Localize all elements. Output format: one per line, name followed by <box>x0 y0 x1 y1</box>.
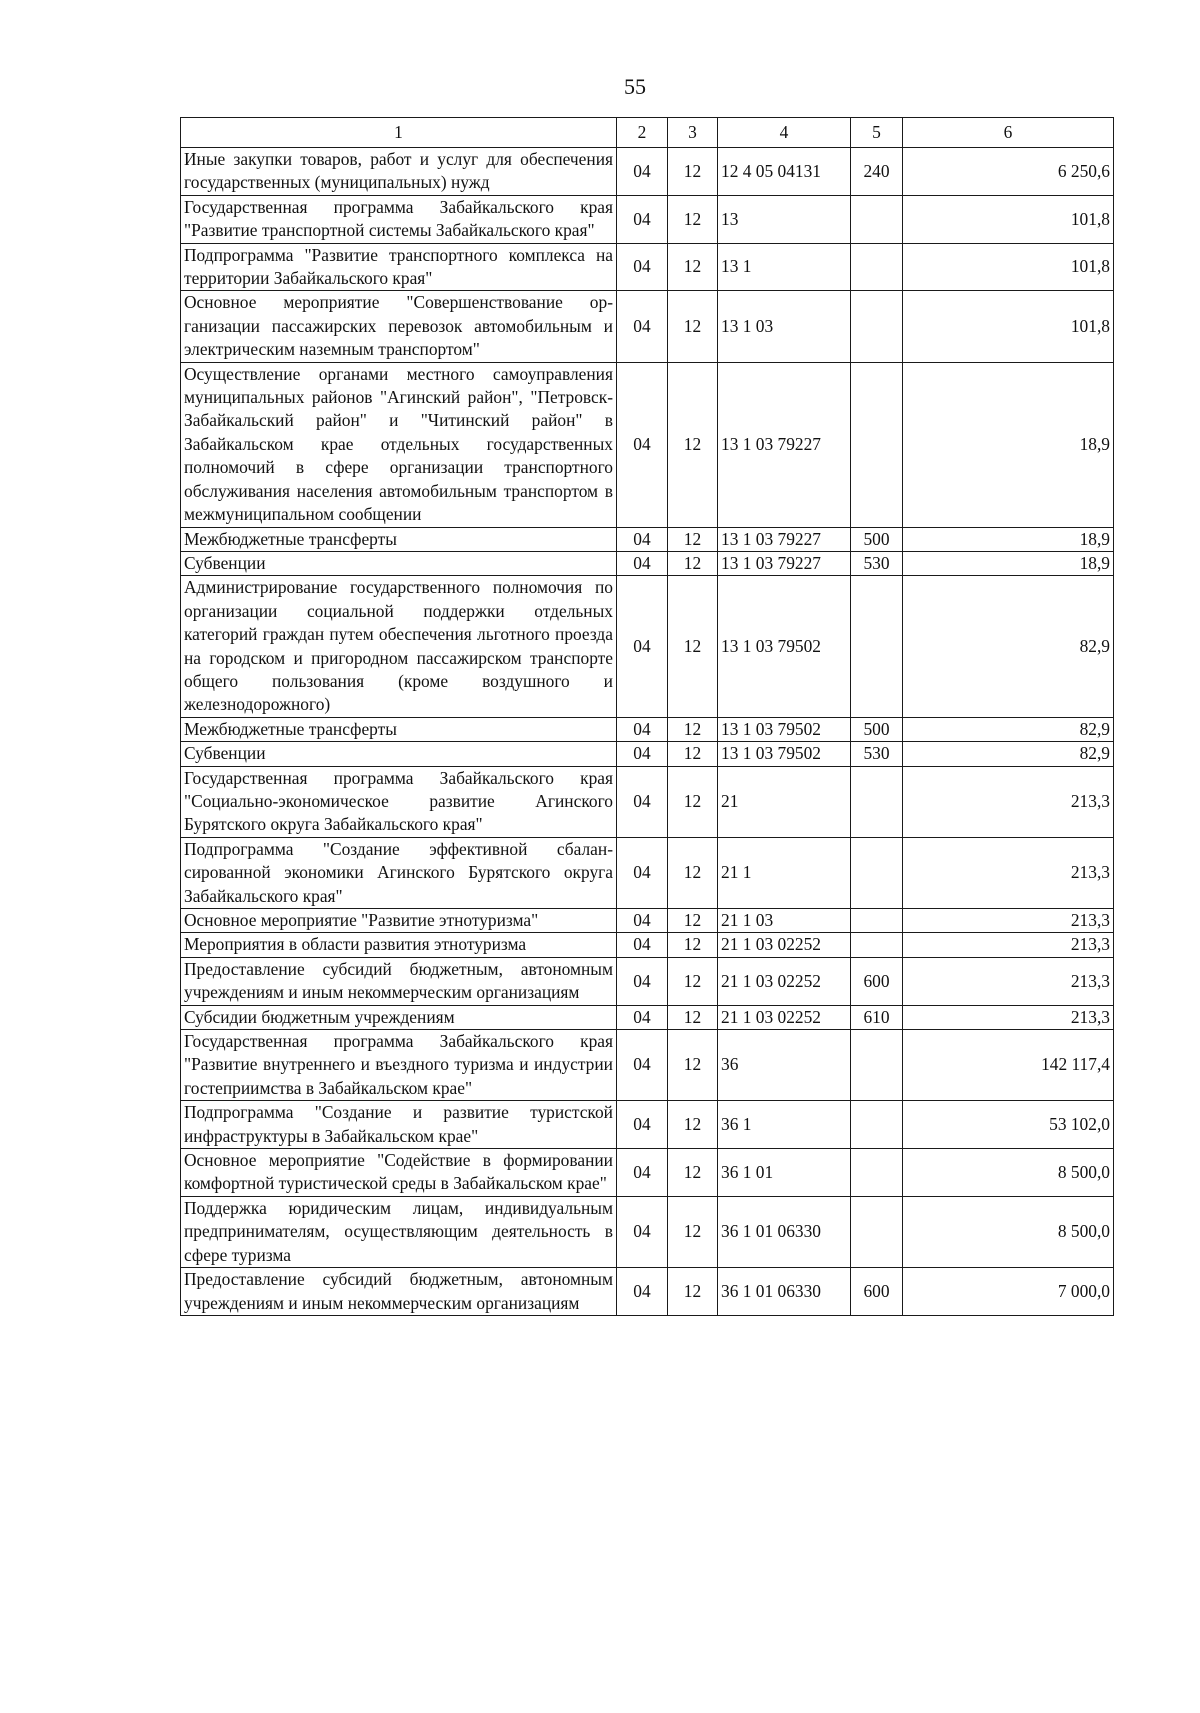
column-header: 4 <box>718 118 851 148</box>
table-row <box>181 837 1114 908</box>
row-target-code-cell: 13 1 03 79227 <box>718 551 851 575</box>
row-subsection-cell: 12 <box>668 576 718 717</box>
table-row <box>181 362 1114 527</box>
table-row <box>181 742 1114 766</box>
row-subsection-cell: 12 <box>668 933 718 957</box>
row-expense-type-cell <box>851 576 903 717</box>
row-section-cell: 04 <box>617 551 668 575</box>
row-section-cell: 04 <box>617 195 668 243</box>
row-subsection-cell: 12 <box>668 551 718 575</box>
row-subsection-cell: 12 <box>668 527 718 551</box>
row-section-cell: 04 <box>617 1101 668 1149</box>
row-amount-cell: 101,8 <box>903 243 1114 291</box>
row-name-cell: Иные закупки товаров, работ и услуг для обеспечения государственных (муниципальных) нужд <box>181 148 617 196</box>
row-name-cell: Поддержка юридическим лицам, индивидуальным предпринимателям, осуществляющим деятельность в сфере туризма <box>181 1196 617 1267</box>
row-expense-type-cell <box>851 195 903 243</box>
row-expense-type-cell <box>851 243 903 291</box>
row-section-cell: 04 <box>617 717 668 741</box>
table-row <box>181 1005 1114 1029</box>
row-subsection-cell: 12 <box>668 1149 718 1197</box>
row-name-cell: Субсидии бюджетным учреждениям <box>181 1005 617 1029</box>
row-section-cell: 04 <box>617 837 668 908</box>
row-subsection-cell: 12 <box>668 148 718 196</box>
row-name-cell: Межбюджетные трансферты <box>181 717 617 741</box>
row-subsection-cell: 12 <box>668 837 718 908</box>
row-expense-type-cell <box>851 933 903 957</box>
row-name-cell: Предоставление субсидий бюджетным, автономным учреждениям и иным некоммерческим организациям <box>181 1268 617 1316</box>
row-expense-type-cell: 530 <box>851 742 903 766</box>
row-section-cell: 04 <box>617 243 668 291</box>
row-name-cell: Государственная программа Забайкальского края "Социально-экономическое развитие Агинского Бурятского округа Забайкальского края" <box>181 766 617 837</box>
row-section-cell: 04 <box>617 957 668 1005</box>
row-section-cell: 04 <box>617 362 668 527</box>
row-name-cell: Мероприятия в области развития этнотуризма <box>181 933 617 957</box>
row-target-code-cell: 36 1 <box>718 1101 851 1149</box>
row-subsection-cell: 12 <box>668 362 718 527</box>
row-target-code-cell: 13 1 03 79502 <box>718 576 851 717</box>
row-subsection-cell: 12 <box>668 195 718 243</box>
row-name-cell: Субвенции <box>181 551 617 575</box>
table-body <box>181 148 1114 1316</box>
row-amount-cell: 82,9 <box>903 742 1114 766</box>
table-row <box>181 933 1114 957</box>
row-amount-cell: 213,3 <box>903 933 1114 957</box>
row-subsection-cell: 12 <box>668 1005 718 1029</box>
row-subsection-cell: 12 <box>668 243 718 291</box>
table-row <box>181 1268 1114 1316</box>
column-header: 2 <box>617 118 668 148</box>
row-section-cell: 04 <box>617 527 668 551</box>
row-amount-cell: 18,9 <box>903 362 1114 527</box>
row-expense-type-cell <box>851 362 903 527</box>
row-subsection-cell: 12 <box>668 1196 718 1267</box>
row-name-cell: Осуществление органами местного самоуправления муниципальных районов "Агинский район", "Петровск-Забайкальский район" и "Читинский район" в Забайкальском крае отдельных государственных полномочий в сфере организации транспортного обслуживания населения автомобильным транспортом в межмуниципальном сообщении <box>181 362 617 527</box>
row-target-code-cell: 36 <box>718 1030 851 1101</box>
row-expense-type-cell: 600 <box>851 957 903 1005</box>
row-target-code-cell: 12 4 05 04131 <box>718 148 851 196</box>
table-row <box>181 1030 1114 1101</box>
row-expense-type-cell <box>851 909 903 933</box>
row-amount-cell: 101,8 <box>903 195 1114 243</box>
row-target-code-cell: 13 <box>718 195 851 243</box>
row-name-cell: Основное мероприятие "Совершенствование организации пассажирских перевозок автомобильным и электрическим наземным транспортом" <box>181 291 617 362</box>
page-number: 55 <box>624 74 646 99</box>
table-row <box>181 148 1114 196</box>
table-row <box>181 551 1114 575</box>
table-row <box>181 766 1114 837</box>
row-target-code-cell: 21 1 03 02252 <box>718 957 851 1005</box>
row-subsection-cell: 12 <box>668 957 718 1005</box>
row-expense-type-cell: 600 <box>851 1268 903 1316</box>
row-target-code-cell: 21 1 03 <box>718 909 851 933</box>
row-name-cell: Подпрограмма "Создание эффективной сбалансированной экономики Агинского Бурятского округа Забайкальского края" <box>181 837 617 908</box>
row-name-cell: Субвенции <box>181 742 617 766</box>
table-row <box>181 717 1114 741</box>
row-section-cell: 04 <box>617 1149 668 1197</box>
table-row <box>181 909 1114 933</box>
row-expense-type-cell: 240 <box>851 148 903 196</box>
row-section-cell: 04 <box>617 148 668 196</box>
row-amount-cell: 8 500,0 <box>903 1149 1114 1197</box>
row-name-cell: Администрирование государственного полномочия по организации социальной поддержки отдельных категорий граждан путем обеспечения льготного проезда на городском и пригородном пассажирском транспорте общего пользования (кроме воздушного и железнодорожного) <box>181 576 617 717</box>
row-section-cell: 04 <box>617 1196 668 1267</box>
table-row <box>181 1149 1114 1197</box>
row-amount-cell: 7 000,0 <box>903 1268 1114 1316</box>
row-subsection-cell: 12 <box>668 742 718 766</box>
row-amount-cell: 101,8 <box>903 291 1114 362</box>
row-section-cell: 04 <box>617 909 668 933</box>
table-row <box>181 527 1114 551</box>
row-target-code-cell: 21 <box>718 766 851 837</box>
row-section-cell: 04 <box>617 742 668 766</box>
table-row <box>181 243 1114 291</box>
table-row <box>181 1101 1114 1149</box>
row-subsection-cell: 12 <box>668 1030 718 1101</box>
row-expense-type-cell <box>851 1101 903 1149</box>
table-row <box>181 195 1114 243</box>
row-name-cell: Подпрограмма "Развитие транспортного комплекса на территории Забайкальского края" <box>181 243 617 291</box>
row-section-cell: 04 <box>617 1268 668 1316</box>
row-target-code-cell: 21 1 03 02252 <box>718 1005 851 1029</box>
row-amount-cell: 8 500,0 <box>903 1196 1114 1267</box>
budget-table <box>180 117 1114 1316</box>
row-amount-cell: 82,9 <box>903 576 1114 717</box>
row-expense-type-cell <box>851 1030 903 1101</box>
row-name-cell: Подпрограмма "Создание и развитие туристской инфраструктуры в Забайкальском крае" <box>181 1101 617 1149</box>
row-subsection-cell: 12 <box>668 1101 718 1149</box>
row-amount-cell: 213,3 <box>903 766 1114 837</box>
row-amount-cell: 6 250,6 <box>903 148 1114 196</box>
row-target-code-cell: 13 1 03 79502 <box>718 717 851 741</box>
row-target-code-cell: 36 1 01 06330 <box>718 1268 851 1316</box>
row-target-code-cell: 36 1 01 06330 <box>718 1196 851 1267</box>
row-target-code-cell: 13 1 03 79502 <box>718 742 851 766</box>
row-name-cell: Основное мероприятие "Развитие этнотуризма" <box>181 909 617 933</box>
row-subsection-cell: 12 <box>668 766 718 837</box>
row-section-cell: 04 <box>617 1005 668 1029</box>
row-target-code-cell: 13 1 03 79227 <box>718 527 851 551</box>
table-row <box>181 1196 1114 1267</box>
table-row <box>181 957 1114 1005</box>
row-expense-type-cell: 500 <box>851 717 903 741</box>
row-expense-type-cell <box>851 1196 903 1267</box>
row-subsection-cell: 12 <box>668 291 718 362</box>
row-amount-cell: 82,9 <box>903 717 1114 741</box>
row-amount-cell: 18,9 <box>903 527 1114 551</box>
row-amount-cell: 213,3 <box>903 1005 1114 1029</box>
row-expense-type-cell <box>851 291 903 362</box>
row-section-cell: 04 <box>617 1030 668 1101</box>
row-section-cell: 04 <box>617 766 668 837</box>
column-header: 1 <box>181 118 617 148</box>
row-amount-cell: 213,3 <box>903 837 1114 908</box>
row-amount-cell: 213,3 <box>903 909 1114 933</box>
table-header-row <box>181 118 1114 148</box>
row-name-cell: Межбюджетные трансферты <box>181 527 617 551</box>
row-section-cell: 04 <box>617 933 668 957</box>
table-row <box>181 291 1114 362</box>
column-header: 6 <box>903 118 1114 148</box>
row-target-code-cell: 13 1 03 79227 <box>718 362 851 527</box>
row-amount-cell: 213,3 <box>903 957 1114 1005</box>
column-header: 5 <box>851 118 903 148</box>
row-expense-type-cell <box>851 766 903 837</box>
row-amount-cell: 18,9 <box>903 551 1114 575</box>
row-amount-cell: 53 102,0 <box>903 1101 1114 1149</box>
row-target-code-cell: 21 1 03 02252 <box>718 933 851 957</box>
row-subsection-cell: 12 <box>668 909 718 933</box>
row-target-code-cell: 13 1 03 <box>718 291 851 362</box>
row-section-cell: 04 <box>617 291 668 362</box>
row-expense-type-cell: 530 <box>851 551 903 575</box>
row-amount-cell: 142 117,4 <box>903 1030 1114 1101</box>
row-subsection-cell: 12 <box>668 717 718 741</box>
row-name-cell: Основное мероприятие "Содействие в формировании комфортной туристической среды в Забайкальском крае" <box>181 1149 617 1197</box>
row-expense-type-cell: 500 <box>851 527 903 551</box>
row-name-cell: Государственная программа Забайкальского края "Развитие транспортной системы Забайкальского края" <box>181 195 617 243</box>
row-target-code-cell: 13 1 <box>718 243 851 291</box>
column-header: 3 <box>668 118 718 148</box>
row-section-cell: 04 <box>617 576 668 717</box>
row-subsection-cell: 12 <box>668 1268 718 1316</box>
table-row <box>181 576 1114 717</box>
row-expense-type-cell <box>851 837 903 908</box>
row-target-code-cell: 21 1 <box>718 837 851 908</box>
row-name-cell: Предоставление субсидий бюджетным, автономным учреждениям и иным некоммерческим организациям <box>181 957 617 1005</box>
row-name-cell: Государственная программа Забайкальского края "Развитие внутреннего и въездного туризма и индустрии гостеприимства в Забайкальском крае" <box>181 1030 617 1101</box>
row-expense-type-cell: 610 <box>851 1005 903 1029</box>
row-expense-type-cell <box>851 1149 903 1197</box>
row-target-code-cell: 36 1 01 <box>718 1149 851 1197</box>
